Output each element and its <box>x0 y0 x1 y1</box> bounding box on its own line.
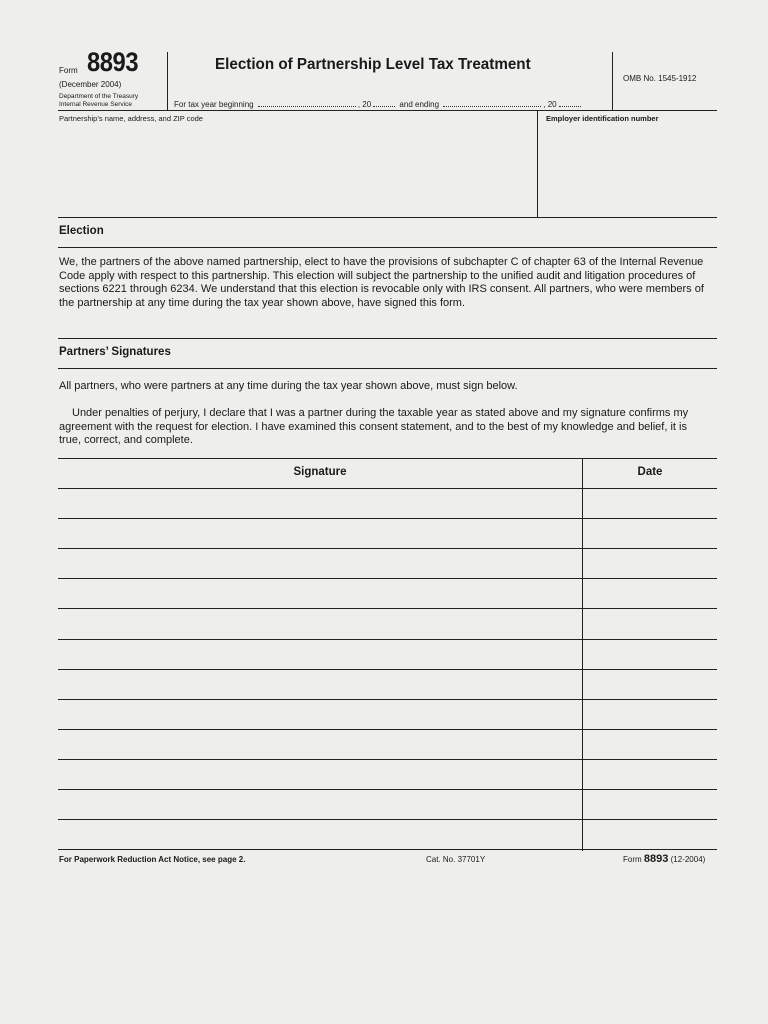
signature-column-header: Signature <box>293 466 347 478</box>
signatures-instruction: All partners, who were partners at any time during the tax year shown above, must sign below. <box>59 380 518 392</box>
tax-year-begin-year-field[interactable] <box>373 98 395 107</box>
signature-field[interactable] <box>58 699 582 729</box>
signature-field[interactable] <box>58 548 582 578</box>
paperwork-notice: For Paperwork Reduction Act Notice, see page 2. <box>59 855 246 864</box>
date-field[interactable] <box>583 819 717 849</box>
signature-field[interactable] <box>58 518 582 548</box>
date-field[interactable] <box>583 578 717 608</box>
election-heading: Election <box>59 225 104 237</box>
signatures-heading: Partners’ Signatures <box>59 346 171 358</box>
date-column-header: Date <box>637 466 663 478</box>
perjury-declaration: Under penalties of perjury, I declare that I was a partner during the taxable year as stated above and my signature confirms my agreement with the request for election. I have examined this consent statement, and to the best of my knowledge and belief, it is true, correct, and complete. <box>59 407 689 446</box>
table-row <box>58 789 717 819</box>
catalog-number: Cat. No. 37701Y <box>426 855 486 864</box>
department-line-1: Department of the Treasury <box>59 93 139 100</box>
table-row <box>58 669 717 699</box>
date-field[interactable] <box>583 699 717 729</box>
signature-field[interactable] <box>58 639 582 669</box>
table-row <box>58 699 717 729</box>
form-number: 8893 <box>87 47 139 77</box>
date-field[interactable] <box>583 488 717 518</box>
footer-form-number: 8893 <box>643 853 669 865</box>
table-row <box>58 759 717 789</box>
footer-form-id <box>623 853 705 865</box>
date-field[interactable] <box>583 639 717 669</box>
footer-revision: (12-2004) <box>670 855 706 864</box>
tax-year-begin-field[interactable] <box>258 98 356 107</box>
election-text: We, the partners of the above named partnership, elect to have the provisions of subchapter C of chapter 63 of the Internal Revenue Code apply with respect to this partnership. This election will subject the partnership to the unified audit and litigation procedures of sections 6221 through 6234. We understand that this election is revocable only with IRS consent. All partners, who were members of the partnership at any time during the tax year shown above, have signed this form. <box>59 256 704 309</box>
tax-year-end-field[interactable] <box>443 98 541 107</box>
date-field[interactable] <box>583 729 717 759</box>
header-rule <box>58 110 717 111</box>
tax-year-20-b: , 20 <box>543 100 557 109</box>
signatures-rule <box>58 368 717 369</box>
signature-field[interactable] <box>58 488 582 518</box>
partnership-name-label: Partnership’s name, address, and ZIP code <box>59 114 203 123</box>
signature-field[interactable] <box>58 819 582 849</box>
table-row <box>58 518 717 548</box>
table-row <box>58 729 717 759</box>
ein-label: Employer identification number <box>546 114 659 123</box>
department-line-2: Internal Revenue Service <box>59 101 132 108</box>
department <box>59 93 138 109</box>
date-field[interactable] <box>583 518 717 548</box>
tax-year-beginning-label: For tax year beginning <box>174 100 254 109</box>
tax-year-ending-label: and ending <box>399 100 440 109</box>
omb-number: OMB No. 1545-1912 <box>623 74 697 83</box>
table-row <box>58 578 717 608</box>
ein-field[interactable] <box>540 125 716 215</box>
date-field[interactable] <box>583 548 717 578</box>
signature-field[interactable] <box>58 789 582 819</box>
header-divider-right <box>612 52 613 110</box>
date-field[interactable] <box>583 759 717 789</box>
signature-field[interactable] <box>58 578 582 608</box>
signature-field[interactable] <box>58 608 582 638</box>
table-top-rule <box>58 458 717 459</box>
revision-date: (December 2004) <box>59 80 122 89</box>
fields-rule <box>58 217 717 218</box>
signature-field[interactable] <box>58 669 582 699</box>
signature-table <box>58 458 717 851</box>
ein-divider <box>537 111 538 217</box>
tax-year-end-year-field[interactable] <box>559 98 581 107</box>
table-row <box>58 819 717 849</box>
table-row-rule <box>58 849 717 850</box>
tax-year-line <box>174 98 583 109</box>
table-row <box>58 608 717 638</box>
footer-form-word: Form <box>623 855 642 864</box>
form-title: Election of Partnership Level Tax Treatment <box>215 56 531 73</box>
date-field[interactable] <box>583 789 717 819</box>
form-label: Form <box>59 66 78 75</box>
date-field[interactable] <box>583 608 717 638</box>
table-row <box>58 548 717 578</box>
signature-field[interactable] <box>58 729 582 759</box>
date-field[interactable] <box>583 669 717 699</box>
header-divider-left <box>167 52 168 110</box>
table-row <box>58 488 717 518</box>
tax-year-20-a: , 20 <box>357 100 372 109</box>
election-rule <box>58 247 717 248</box>
partnership-name-field[interactable] <box>58 125 534 215</box>
signatures-top-rule <box>58 338 717 339</box>
signature-field[interactable] <box>58 759 582 789</box>
table-row <box>58 639 717 669</box>
